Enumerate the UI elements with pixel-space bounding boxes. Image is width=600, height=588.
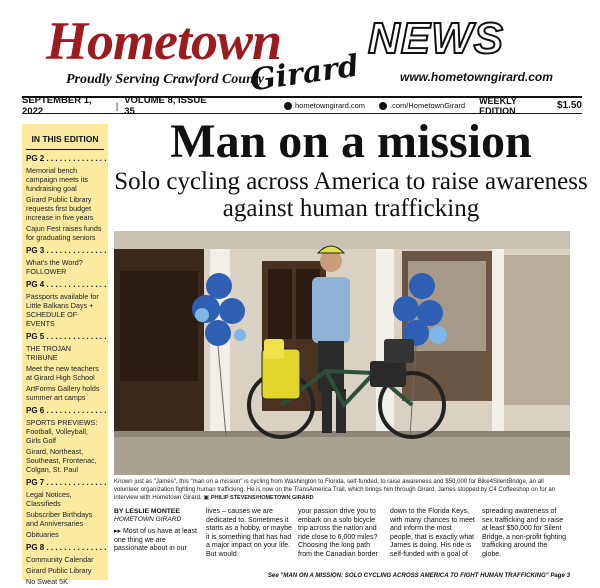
issue-separator: | [115,100,119,111]
column-text: ▸▸ Most of us have at least one thing we are passionate about in our [114,528,197,553]
article-body [114,508,570,570]
photo-credit: PHILIP STEVENS/HOMETOWN GIRARD [210,494,314,501]
toc-item[interactable]: Legal Notices, Classifieds [26,489,72,508]
camera-icon: ▣ [203,493,211,501]
masthead-tagline: Proudly Serving Crawford County [66,72,264,87]
toc-page-heading: PG 3 . . . . . . . . . . . . . . [26,245,107,255]
column-text: lives – causes we are dedicated to. Sometimes it starts as a hobby, or maybe it is something that has had a major impact on your life. But would [206,508,292,558]
column-text: spreading awareness of sex trafficking and to raise at least $50,000 for Silent Bridge, a non-profit fighting trafficking around the globe. [482,508,567,558]
column-text: your passion drive you to embark on a solo bicycle trip across the nation and ride close to 6,000 miles? Choosing the long path from the Canadian border [298,508,378,558]
issue-info-bar [22,94,582,117]
jump-text: See "MAN ON A MISSION: SOLO CYCLING ACROSS AMERICA TO FIGHT HUMAN TRAFFICKING" Page 3 [267,572,570,579]
toc-item[interactable]: THE TROJAN TRIBUNE [26,343,71,362]
toc-page-heading: PG 6 . . . . . . . . . . . . . . [26,405,107,415]
masthead-hometown: Hometown [46,11,282,71]
masthead-news: NEWS [368,14,504,63]
caption-text: Known just as "James", this "man on a mission" is cycling from Washington to Florida, self-funded, to raise awareness and $50,000 for Bike4SilentBridge, an all volunteer organization fighting human trafficking. He is now on the TransAmerica Trail, which brings him through Girard. James stopped by C4 Coffeeshop on for an interview with Hometown Girard. [114,478,556,501]
facebook-text: .com/HometownGirard [390,101,466,110]
toc-item[interactable]: Memorial bench campaign meets its fundraising goal [26,165,88,193]
toc-item[interactable]: ArtForms Gallery holds summer art camps [26,383,100,402]
toc-item[interactable]: No Sweat 5K [26,576,68,586]
toc-item[interactable]: What's the Word? FOLLOWER [26,257,83,276]
website-link[interactable] [284,101,365,110]
toc-page-heading: PG 8 . . . . . . . . . . . . . . [26,542,107,552]
article-column-4 [390,508,476,570]
article-column-2 [206,508,292,570]
toc-item[interactable]: SPORTS PREVIEWS: Football, Volleyball, Girls Golf [26,417,98,445]
toc-item[interactable]: Community Calendar [26,554,94,564]
table-of-contents [22,124,108,586]
price: $1.50 [556,100,582,111]
article-column-3 [298,508,384,570]
masthead-girard: Girard [248,48,361,99]
toc-item[interactable]: Cajun Fest raises funds for graduating seniors [26,223,102,242]
column-text: down to the Florida Keys, with many chances to meet and inform the most people, that is exactly what James is doing. His ride is self-funded with a goal of [390,508,475,558]
photo-caption [114,478,570,502]
toc-page-heading: PG 5 . . . . . . . . . . . . . . [26,331,107,341]
cyclist-photo-illustration [114,231,570,475]
toc-list [26,153,107,586]
globe-icon [284,102,292,110]
toc-page-heading: PG 4 . . . . . . . . . . . . . . [26,279,107,289]
subheadline: Solo cycling across America to raise awareness against human trafficking [114,168,588,222]
masthead-url[interactable]: www.hometowngirard.com [400,70,553,84]
website-text: hometowngirard.com [295,101,366,110]
byline: BY LESLIE MONTEE [114,508,180,515]
issue-date: SEPTEMBER 1, 2022 [22,94,92,117]
toc-item[interactable]: Girard Public Library [26,565,92,575]
toc-item[interactable]: Obituaries [26,529,59,539]
toc-page-heading: PG 7 . . . . . . . . . . . . . . [26,477,107,487]
edition-label: WEEKLY EDITION [479,95,517,116]
continuation-link[interactable] [114,572,570,579]
byline-paper: HOMETOWN GIRARD [114,516,182,524]
toc-page-heading: PG 2 . . . . . . . . . . . . . . [26,153,107,163]
article-column-5 [482,508,568,570]
issue-volume: VOLUME 8, ISSUE 35 [124,94,207,117]
masthead [0,0,600,99]
article-column-1 [114,508,200,570]
toc-item[interactable]: Meet the new teachers at Girard High School [26,363,99,382]
toc-title: IN THIS EDITION [26,128,104,150]
facebook-link[interactable] [379,101,465,110]
facebook-icon [379,102,387,110]
toc-item[interactable]: Girard Public Library requests first budget increase in five years [26,194,94,222]
toc-item[interactable]: Subscriber Birthdays and Anniversaries [26,509,93,528]
toc-item[interactable]: Girard, Northeast, Southeast, Frontenac, Colgan, St. Paul [26,446,97,474]
toc-item[interactable]: Passports available for Little Balkans Days + SCHEDULE OF EVENTS [26,291,99,328]
headline: Man on a mission [170,115,532,168]
cyclist-photo [114,231,570,475]
